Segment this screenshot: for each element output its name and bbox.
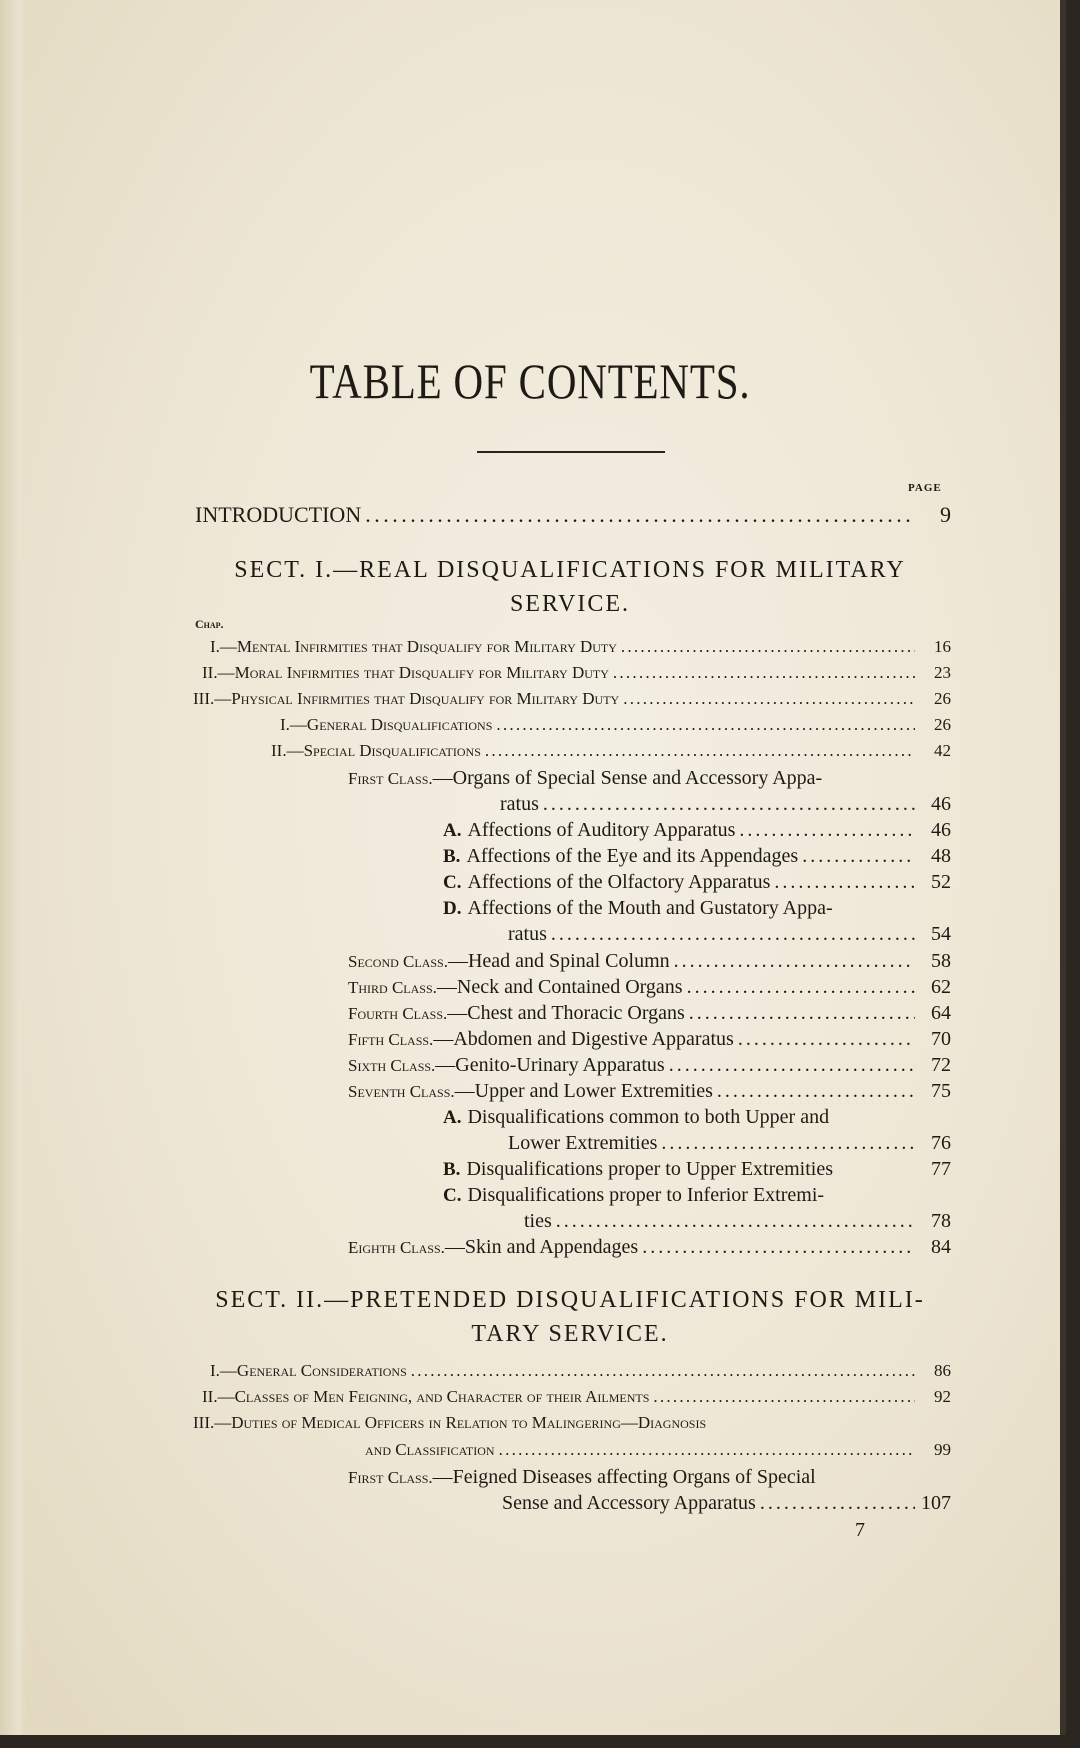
toc-entry: ties . . . 78 [524, 1210, 951, 1233]
toc-entry: Seventh Class.—Upper and Lower Extremities . . . 75 [348, 1080, 951, 1103]
toc-entry: Eighth Class.—Skin and Appendages . . . 84 [348, 1236, 951, 1259]
toc-entry: Third Class.—Neck and Contained Organs . . . 62 [348, 976, 951, 999]
toc-entry: and Classification . . . 99 [365, 1440, 951, 1460]
toc-entry: A. Disqualifications common to both Upper and [443, 1106, 830, 1128]
toc-entry: ratus . . . 54 [508, 923, 951, 946]
toc-entry: Sixth Class.—Genito-Urinary Apparatus . . . 72 [348, 1054, 951, 1077]
toc-entry: II.—Special Disqualifications . . . 42 [271, 741, 951, 761]
section-heading: SECT. II.—PRETENDED DISQUALIFICATIONS FOR MILI- TARY SERVICE. [215, 1287, 925, 1347]
toc-entry: D. Affections of the Mouth and Gustatory Appa- [443, 897, 833, 919]
toc-entry: II.—Classes of Men Feigning, and Character of their Ailments . . . 92 [202, 1387, 951, 1407]
toc-entry: I.—Mental Infirmities that Disqualify for Military Duty . . . 16 [210, 637, 951, 657]
toc-entry: C. Affections of the Olfactory Apparatus . . . 52 [443, 871, 951, 894]
toc-entry: III.—Duties of Medical Officers in Relation to Malingering—Diagnosis [193, 1413, 707, 1432]
toc-entry: Lower Extremities . . . 76 [508, 1132, 951, 1155]
page-number: 7 [855, 1519, 865, 1541]
section-heading: SECT. I.—REAL DISQUALIFICATIONS FOR MILITARY SERVICE. [234, 557, 906, 617]
page-title: TABLE OF CONTENTS. [309, 353, 751, 409]
chap-label: Chap. [195, 617, 224, 631]
toc-entry: Fourth Class.—Chest and Thoracic Organs . . . 64 [348, 1002, 951, 1025]
toc-entry: ratus . . . 46 [500, 793, 951, 816]
title-rule [477, 451, 665, 453]
toc-entry: A. Affections of Auditory Apparatus . . . 46 [443, 819, 951, 842]
toc-entry: II.—Moral Infirmities that Disqualify for Military Duty . . . 23 [202, 663, 951, 683]
toc-entry: C. Disqualifications proper to Inferior Extremi- [443, 1184, 825, 1206]
toc-entry: I.—General Disqualifications . . . 26 [280, 715, 951, 735]
page-gutter [0, 0, 26, 1735]
page-column-label: PAGE [908, 482, 942, 494]
toc-entry: Sense and Accessory Apparatus . . . 107 [502, 1492, 951, 1515]
toc-entry: First Class.—Feigned Diseases affecting Organs of Special [348, 1466, 816, 1488]
toc-entry: B. Affections of the Eye and its Appendages . . . 48 [443, 845, 951, 868]
leader-dots [365, 502, 915, 528]
toc-entry: Fifth Class.—Abdomen and Digestive Apparatus . . . 70 [348, 1028, 951, 1051]
toc-entry: First Class.—Organs of Special Sense and Accessory Appa- [348, 767, 823, 789]
toc-entry-introduction: INTRODUCTION . . . 9 [195, 502, 951, 528]
toc-entry: Second Class.—Head and Spinal Column . . . 58 [348, 950, 951, 973]
toc-entry: III.—Physical Infirmities that Disqualify for Military Duty . . . 26 [193, 689, 951, 709]
toc-entry: I.—General Considerations . . . 86 [210, 1361, 951, 1381]
toc-entry: B. Disqualifications proper to Upper Extremities 77 [443, 1158, 951, 1180]
